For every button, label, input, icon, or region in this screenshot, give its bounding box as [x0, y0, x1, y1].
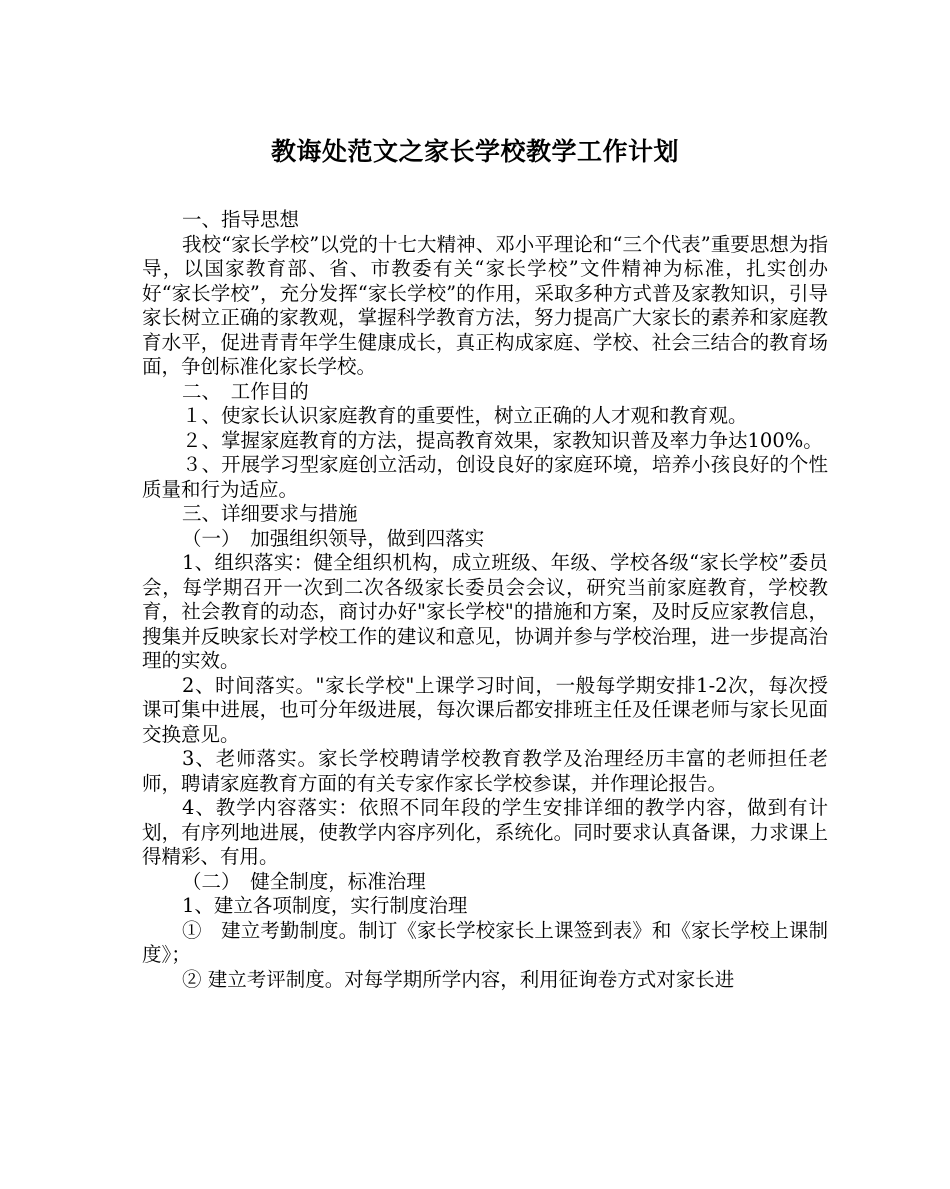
paragraph-goal-2: ２、掌握家庭教育的方法，提高教育效果，家教知识普及率力争达100%。 [182, 428, 823, 452]
paragraph-organization: 1、组织落实：健全组织机构，成立班级、年级、学校各级“家长学校”委员会，每学期召开一次到二次各级家长委员会会议，研究当前家庭教育，学校教育，社会教育的动态，商讨办好"家长学校"的措施和方案，及时反应家教信息，搜集并反映家长对学校工作的建议和意见，协调并参与学校治理，进一步提高治理的实效。 [142, 551, 828, 672]
subheading-organization: （一） 加强组织领导，做到四落实 [182, 526, 485, 550]
paragraph-content: 4、教学内容落实：依照不同年段的学生安排详细的教学内容，做到有计划，有序列地进展，使教学内容序列化，系统化。同时要求认真备课，力求课上得精彩、有用。 [142, 796, 828, 868]
subheading-system: （二） 健全制度，标准治理 [182, 869, 426, 893]
paragraph-goal-1: １、使家长认识家庭教育的重要性，树立正确的人才观和教育观。 [182, 404, 748, 427]
section-heading-requirements: 三、详细要求与措施 [182, 502, 358, 525]
paragraph-goal-3: ３、开展学习型家庭创立活动，创设良好的家庭环境，培养小孩良好的个性质量和行为适应。 [142, 453, 828, 501]
section-heading-work-goals: 二、 工作目的 [182, 379, 309, 403]
paragraph-time: 2、时间落实。"家长学校"上课学习时间，一般每学期安排1-2次，每次授课可集中进展，也可分年级进展，每次课后都安排班主任及任课老师与家长见面交换意见。 [142, 673, 828, 746]
page-title: 教诲处范文之家长学校教学工作计划 [270, 137, 679, 166]
section-heading-guiding-thought: 一、指导思想 [182, 208, 300, 231]
paragraph-evaluation: ② 建立考评制度。对每学期所学内容，利用征询卷方式对家长进 [182, 967, 735, 991]
document-body [142, 208, 828, 992]
paragraph-attendance: ① 建立考勤制度。制订《家长学校家长上课签到表》和《家长学校上课制度》； [142, 918, 828, 966]
paragraph-guiding-thought: 我校“家长学校”以党的十七大精神、邓小平理论和“三个代表”重要思想为指导，以国家教育部、省、市教委有关“家长学校”文件精神为标准，扎实创办好“家长学校”，充分发挥“家长学校”的作用，采取多种方式普及家教知识，引导家长树立正确的家教观，掌握科学教育方法，努力提高广大家长的素养和家庭教育水平，促进青青年学生健康成长，真正构成家庭、学校、社会三结合的教育场面，争创标准化家长学校。 [142, 232, 828, 378]
paragraph-teachers: 3、老师落实。家长学校聘请学校教育教学及治理经历丰富的老师担任老师，聘请家庭教育方面的有关专家作家长学校参谋，并作理论报告。 [142, 747, 828, 795]
paragraph-rules: 1、建立各项制度，实行制度治理 [182, 894, 468, 917]
